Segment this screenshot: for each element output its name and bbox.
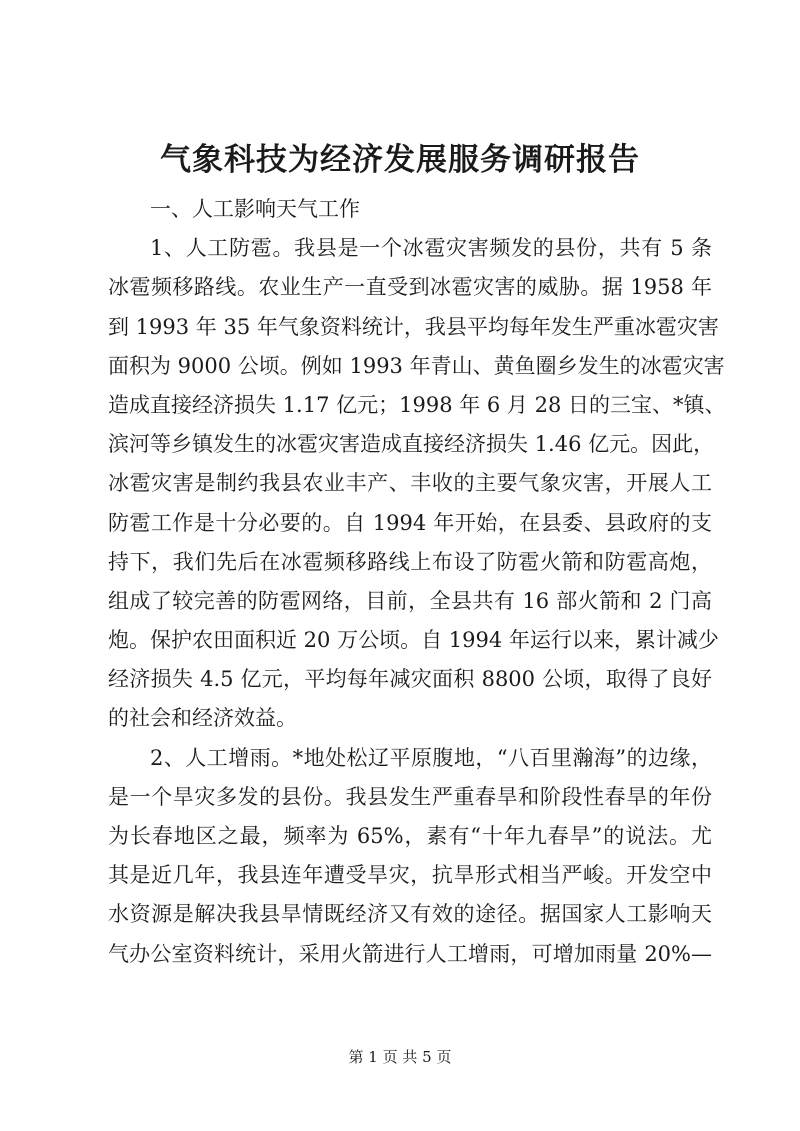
paragraph-line: 到 1993 年 35 年气象资料统计，我县平均每年发生严重冰雹灾害	[108, 314, 719, 339]
paragraph-line: 冰雹频移路线。农业生产一直受到冰雹灾害的威胁。据 1958 年	[108, 275, 712, 300]
paragraph-line: 经济损失 4.5 亿元，平均每年减灾面积 8800 公顷，取得了良好	[108, 667, 712, 692]
paragraph-line: 2、人工增雨。*地处松辽平原腹地，“八百里瀚海”的边缘，	[150, 745, 712, 770]
paragraph-line: 造成直接经济损失 1.17 亿元；1998 年 6 月 28 日的三宝、*镇、	[108, 392, 726, 417]
paragraph-line: 冰雹灾害是制约我县农业丰产、丰收的主要气象灾害，开展人工	[108, 471, 712, 496]
paragraph-line: 气办公室资料统计，采用火箭进行人工增雨，可增加雨量 20%—	[108, 941, 712, 966]
paragraph-line: 组成了较完善的防雹网络，目前，全县共有 16 部火箭和 2 门高	[108, 588, 712, 613]
section-heading: 一、人工影响天气工作	[150, 197, 360, 221]
paragraph-line: 滨河等乡镇发生的冰雹灾害造成直接经济损失 1.46 亿元。因此，	[108, 432, 715, 457]
paragraph-line: 面积为 9000 公顷。例如 1993 年青山、黄鱼圈乡发生的冰雹灾害	[108, 353, 725, 378]
document-body	[108, 190, 726, 974]
paragraph-line: 是一个旱灾多发的县份。我县发生严重春旱和阶段性春旱的年份	[108, 784, 712, 809]
paragraph-line: 防雹工作是十分必要的。自 1994 年开始，在县委、县政府的支	[108, 510, 712, 535]
paragraph-line: 持下，我们先后在冰雹频移路线上布设了防雹火箭和防雹高炮，	[108, 549, 712, 574]
paragraph-hail-suppression	[108, 229, 726, 738]
paragraph-rain-enhancement	[108, 739, 712, 974]
page-footer: 第 1 页 共 5 页	[348, 1048, 452, 1066]
paragraph-line: 水资源是解决我县旱情既经济又有效的途径。据国家人工影响天	[108, 902, 712, 927]
paragraph-line: 炮。保护农田面积近 20 万公顷。自 1994 年运行以来，累计减少	[108, 628, 719, 653]
paragraph-line: 的社会和经济效益。	[108, 706, 297, 731]
paragraph-line: 其是近几年，我县连年遭受旱灾，抗旱形式相当严峻。开发空中	[108, 863, 712, 888]
paragraph-line: 为长春地区之最，频率为 65%，素有“十年九春旱”的说法。尤	[108, 824, 712, 848]
document-title: 气象科技为经济发展服务调研报告	[160, 142, 640, 178]
paragraph-line: 1、人工防雹。我县是一个冰雹灾害频发的县份，共有 5 条	[150, 236, 712, 261]
